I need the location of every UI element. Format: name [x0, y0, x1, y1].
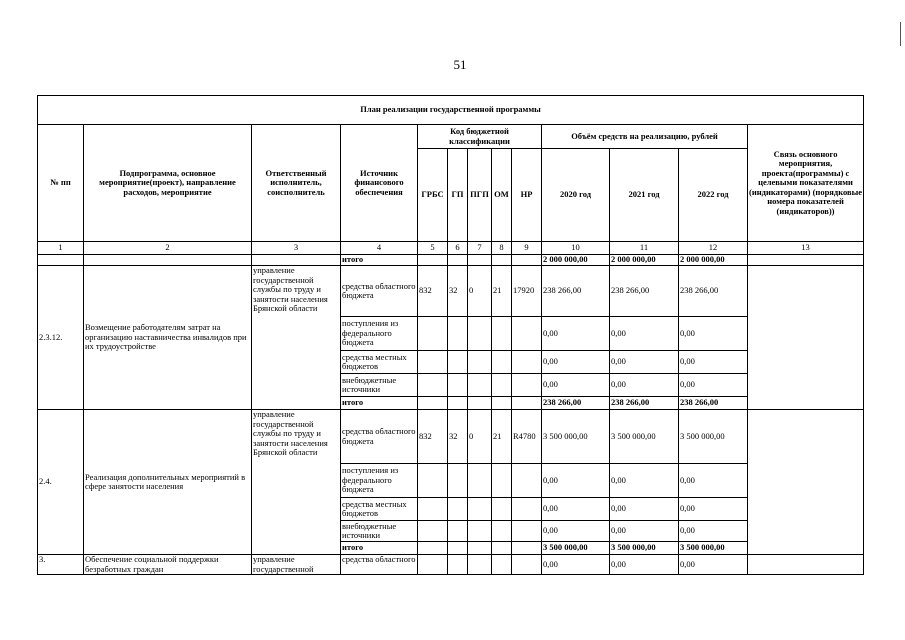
value-2021: 0,00: [610, 374, 679, 397]
value-2020: 238 266,00: [542, 397, 610, 410]
col-number: 7: [468, 242, 492, 255]
value-2020: 0,00: [542, 555, 610, 575]
table-row: [38, 410, 864, 464]
table-row: [38, 266, 864, 317]
source-cell: итого: [341, 542, 418, 555]
grbs-cell: 832: [418, 410, 448, 464]
col-number: 8: [492, 242, 512, 255]
value-2021: 0,00: [610, 317, 679, 351]
value-2022: 238 266,00: [679, 266, 748, 317]
value-2020: 0,00: [542, 351, 610, 374]
col-number: 6: [448, 242, 468, 255]
pgp-cell: 0: [468, 410, 492, 464]
page-number: 51: [453, 57, 467, 72]
measure-name: Обеспечение социальной поддержки безработных граждан: [84, 555, 252, 575]
gp-cell: 32: [448, 266, 468, 317]
executor-cell: управление государственной службы по труду и занятости населения Брянской области: [252, 410, 341, 555]
header-om: ОМ: [492, 149, 512, 242]
value-2022: 238 266,00: [679, 397, 748, 410]
col-number: 4: [341, 242, 418, 255]
value-2020: 0,00: [542, 521, 610, 542]
measure-name: Реализация дополнительных мероприятий в сфере занятости населения: [84, 410, 252, 555]
col-number: 1: [38, 242, 84, 255]
value-2021: 0,00: [610, 555, 679, 575]
margin-mark: [900, 22, 901, 46]
value-2020: 3 500 000,00: [542, 542, 610, 555]
value-2020: 3 500 000,00: [542, 410, 610, 464]
table-row-prev-total: [38, 255, 864, 266]
np-cell: R4780: [512, 410, 542, 464]
value-2020: 0,00: [542, 374, 610, 397]
value-2022: 2 000 000,00: [679, 255, 748, 266]
header-source: Источник финансового обеспечения: [341, 125, 418, 242]
value-2022: 0,00: [679, 351, 748, 374]
column-number-row: [38, 242, 864, 255]
row-number: 2.4.: [38, 410, 84, 555]
value-2022: 0,00: [679, 498, 748, 521]
header-volume-group: Объём средств на реализацию, рублей: [542, 125, 748, 149]
value-2022: 0,00: [679, 521, 748, 542]
value-2022: 0,00: [679, 464, 748, 498]
source-cell: поступления из федерального бюджета: [341, 317, 418, 351]
plan-table-wrapper: [37, 95, 863, 575]
value-2022: 3 500 000,00: [679, 542, 748, 555]
source-cell: средства местных бюджетов: [341, 498, 418, 521]
value-2021: 238 266,00: [610, 266, 679, 317]
header-2021: 2021 год: [610, 149, 679, 242]
gp-cell: 32: [448, 410, 468, 464]
value-2020: 0,00: [542, 498, 610, 521]
om-cell: 21: [492, 410, 512, 464]
header-np: НР: [512, 149, 542, 242]
value-2022: 0,00: [679, 317, 748, 351]
header-link: Связь основного мероприятия, проекта(программы) с целевыми показателями (индикаторами) (порядковые номера показателей (индикаторов)): [748, 125, 864, 242]
value-2020: 238 266,00: [542, 266, 610, 317]
header-2022: 2022 год: [679, 149, 748, 242]
om-cell: 21: [492, 266, 512, 317]
value-2022: 0,00: [679, 374, 748, 397]
source-cell: средства областного: [341, 555, 418, 575]
col-number: 3: [252, 242, 341, 255]
executor-cell: управление государственной службы по труду и занятости населения Брянской области: [252, 266, 341, 410]
value-2021: 0,00: [610, 351, 679, 374]
link-cell: [748, 266, 864, 410]
link-cell: [748, 410, 864, 555]
source-cell: внебюджетные источники: [341, 521, 418, 542]
value-2021: 2 000 000,00: [610, 255, 679, 266]
value-2020: 2 000 000,00: [542, 255, 610, 266]
source-cell: средства местных бюджетов: [341, 351, 418, 374]
col-number: 10: [542, 242, 610, 255]
measure-name: Возмещение работодателям затрат на организацию наставничества инвалидов при их трудоустройстве: [84, 266, 252, 410]
source-cell: итого: [341, 255, 418, 266]
executor-cell: управление государственной: [252, 555, 341, 575]
header-executor: Ответственный исполнитель, соисполнитель: [252, 125, 341, 242]
header-grbs: ГРБС: [418, 149, 448, 242]
plan-table: [37, 95, 864, 575]
np-cell: 17920: [512, 266, 542, 317]
value-2021: 0,00: [610, 498, 679, 521]
value-2020: 0,00: [542, 464, 610, 498]
row-number: 2.3.12.: [38, 266, 84, 410]
value-2022: 0,00: [679, 555, 748, 575]
col-number: 11: [610, 242, 679, 255]
source-cell: средства областного бюджета: [341, 410, 418, 464]
source-cell: итого: [341, 397, 418, 410]
col-number: 5: [418, 242, 448, 255]
col-number: 13: [748, 242, 864, 255]
source-cell: внебюджетные источники: [341, 374, 418, 397]
value-2021: 3 500 000,00: [610, 410, 679, 464]
table-title: План реализации государственной программы: [38, 96, 864, 125]
value-2021: 3 500 000,00: [610, 542, 679, 555]
col-number: 9: [512, 242, 542, 255]
value-2021: 238 266,00: [610, 397, 679, 410]
grbs-cell: 832: [418, 266, 448, 317]
source-cell: поступления из федерального бюджета: [341, 464, 418, 498]
value-2022: 3 500 000,00: [679, 410, 748, 464]
table-row: [38, 555, 864, 575]
link-cell: [748, 555, 864, 575]
header-pgp: ПГП: [468, 149, 492, 242]
header-num: № пп: [38, 125, 84, 242]
header-name: Подпрограмма, основное мероприятие(проект), направление расходов, мероприятие: [84, 125, 252, 242]
value-2020: 0,00: [542, 317, 610, 351]
pgp-cell: 0: [468, 266, 492, 317]
header-2020: 2020 год: [542, 149, 610, 242]
col-number: 12: [679, 242, 748, 255]
header-code-group: Код бюджетной классификации: [418, 125, 542, 149]
value-2021: 0,00: [610, 521, 679, 542]
col-number: 2: [84, 242, 252, 255]
header-gp: ГП: [448, 149, 468, 242]
source-cell: средства областного бюджета: [341, 266, 418, 317]
row-number: 3.: [38, 555, 84, 575]
value-2021: 0,00: [610, 464, 679, 498]
